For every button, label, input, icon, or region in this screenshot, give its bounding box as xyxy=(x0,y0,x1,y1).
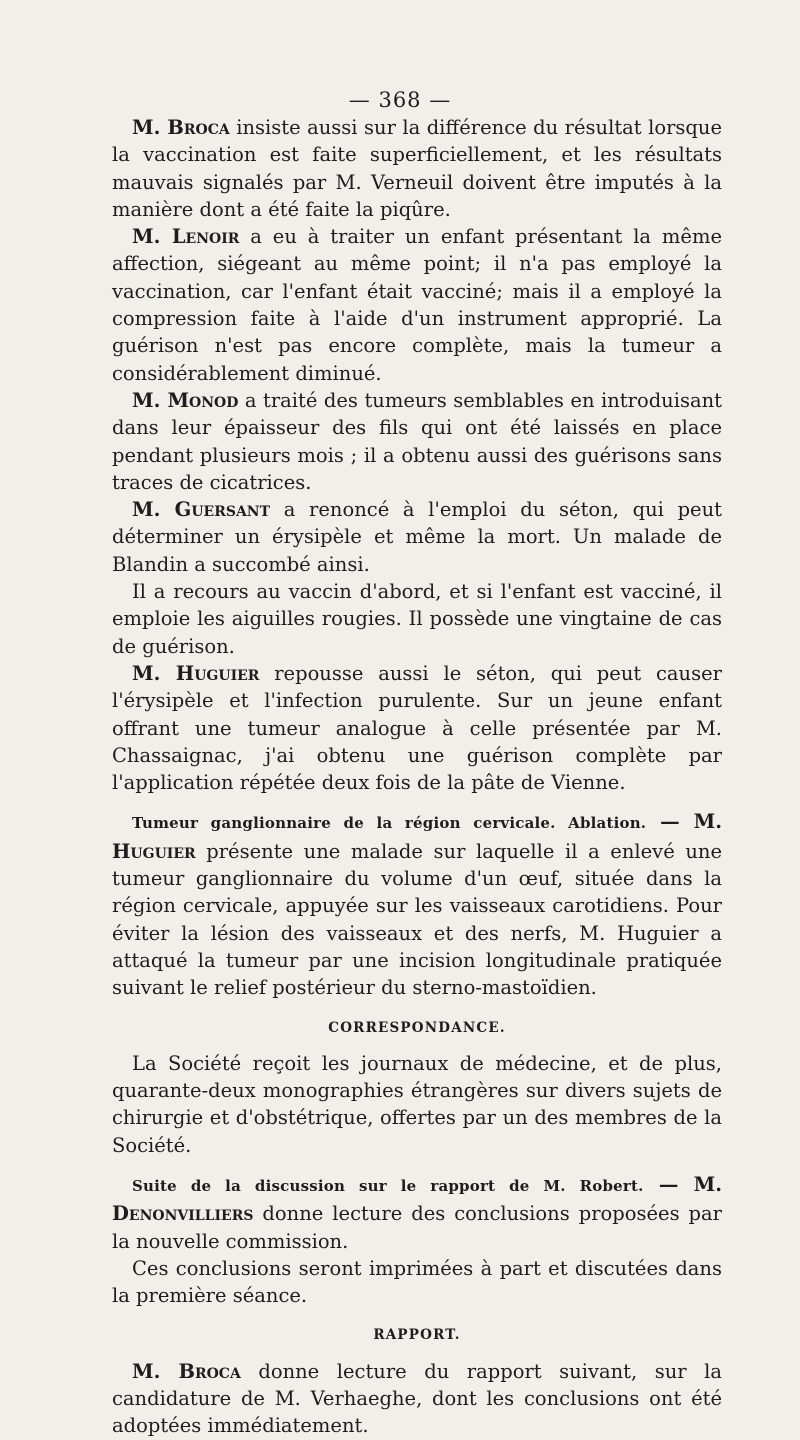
paragraph xyxy=(112,1255,722,1310)
speaker-name: — M. Denonvilliers xyxy=(112,1172,722,1226)
paragraph-text: présente une malade sur laquelle il a enlevé une tumeur ganglionnaire du volume d'un œuf, située dans la région cervicale, appuyée sur les vaisseaux carotidiens. Pour éviter la lésion des vaisseaux et des nerfs, M. Huguier a attaqué la tumeur par une incision longitudinale pratiquée suivant le relief postérieur du sterno-mastoïdien. xyxy=(112,839,722,1000)
paragraph xyxy=(112,1171,722,1255)
paragraph-text: Ces conclusions seront imprimées à part et discutées dans la première séance. xyxy=(112,1256,722,1308)
paragraph-text: a traité des tumeurs semblables en introduisant dans leur épaisseur des fils qui ont été laissés en place pendant plusieurs mois ; il a obtenu aussi des guérisons sans traces de cicatrices. xyxy=(112,388,722,494)
speaker-name: M. Huguier xyxy=(132,661,260,685)
paragraph-text: a renoncé à l'emploi du séton, qui peut déterminer un érysipèle et même la mort. Un malade de Blandin a succombé ainsi. xyxy=(112,498,722,576)
paragraph xyxy=(112,223,722,387)
paragraph xyxy=(112,808,722,1001)
paragraph-text: La Société reçoit les journaux de médecine, et de plus, quarante-deux monographies étrangères sur divers sujets de chirurgie et d'obstétrique, offertes par un des membres de la Société. xyxy=(112,1051,722,1157)
paragraph-text: insiste aussi sur la différence du résultat lorsque la vaccination est faite superficiellement, et les résultats mauvais signalés par M. Verneuil doivent être imputés à la manière dont a été faite la piqûre. xyxy=(112,116,722,221)
speaker-name: M. Monod xyxy=(132,388,239,412)
paragraph xyxy=(112,578,722,660)
paragraph xyxy=(112,1050,722,1159)
paragraph xyxy=(112,387,722,496)
spacer xyxy=(112,1159,722,1171)
spacer xyxy=(112,796,722,808)
speaker-name: M. Lenoir xyxy=(132,225,240,249)
page-number: — 368 — xyxy=(348,88,452,112)
run-in-heading: Suite de la discussion sur le rapport de M. Robert. xyxy=(132,1176,644,1195)
paragraph-text: donne lecture du rapport suivant, sur la candidature de M. Verhaeghe, dont les conclusions ont été adoptées immédiatement. xyxy=(112,1359,722,1438)
speaker-name: M. Broca xyxy=(132,116,230,139)
section-title: RAPPORT. xyxy=(373,1327,461,1344)
body-text xyxy=(112,114,722,1440)
paragraph xyxy=(112,1358,722,1440)
paragraph xyxy=(112,660,722,796)
paragraph-text: a eu à traiter un enfant présentant la même affection, siégeant au même point; il n'a pas employé la vaccination, car l'enfant était vacciné; mais il a employé la compression faite à l'aide d'un instrument approprié. La guérison n'est pas encore complète, mais la tumeur a considérablement diminué. xyxy=(112,225,722,385)
paragraph-text: repousse aussi le séton, qui peut causer l'érysipèle et l'infection purulente. Sur un jeune enfant offrant une tumeur analogue à celle présentée par M. Chassaignac, j'ai obtenu une guérison complète par l'application répétée deux fois de la pâte de Vienne. xyxy=(112,661,722,795)
section-title: CORRESPONDANCE. xyxy=(328,1019,506,1036)
paragraph-text: Il a recours au vaccin d'abord, et si l'enfant est vacciné, il emploie les aiguilles rougies. Il possède une vingtaine de cas de guérison. xyxy=(112,580,722,658)
run-in-heading: Tumeur ganglionnaire de la région cervicale. Ablation. xyxy=(132,814,647,833)
paragraph xyxy=(112,496,722,578)
speaker-name: M. Broca xyxy=(132,1359,241,1383)
speaker-name: M. Guersant xyxy=(132,498,271,522)
paragraph xyxy=(112,114,722,223)
speaker-name: — M. Huguier xyxy=(112,810,722,863)
paragraph-text: donne lecture des conclusions proposées par la nouvelle commission. xyxy=(112,1202,722,1253)
